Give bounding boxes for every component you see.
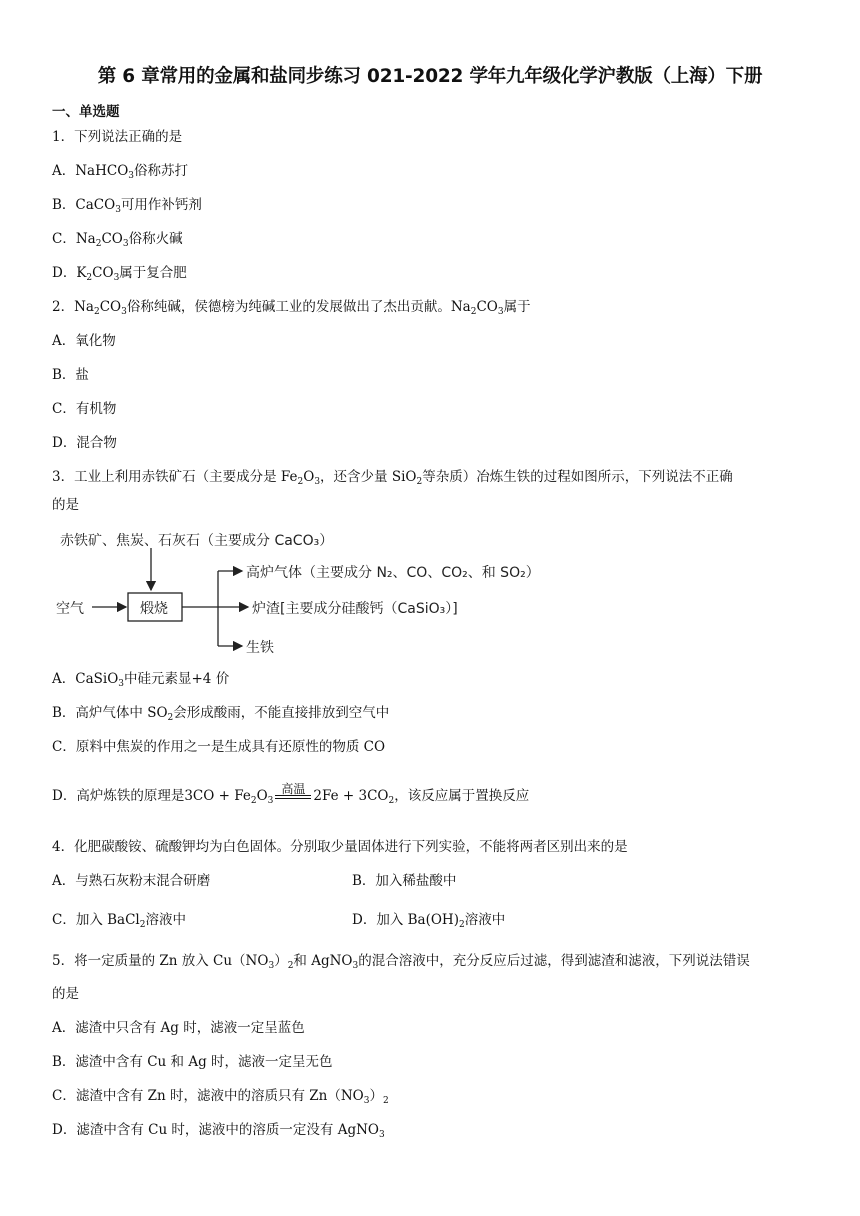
q1-option-b: B．CaCO$_3$可用作补钙剂 [52,197,202,215]
page-title: 第 6 章常用的金属和盐同步练习 021-2022 学年九年级化学沪教版（上海）下册 [97,66,763,87]
q2-option-a: A．氧化物 [52,333,116,349]
q5-stem-line1: 5．将一定质量的 Zn 放入 $Cu(NO_3)_2$和 AgNO$_3$的混合溶液中，充分反应后过滤，得到滤渣和滤液，下列说法错误 [52,953,750,971]
diagram-inputs-label: 赤铁矿、焦炭、石灰石（主要成分 CaCO₃） [60,533,334,549]
q1-option-a: A．NaHCO$_3$俗称苏打 [52,163,189,181]
q3-option-d: D．高炉炼铁的原理是$3CO + Fe_2O_3$ 高温 $2Fe + 3CO_2$，该反应属于置换反应 [52,781,530,806]
q2-option-d: D．混合物 [52,435,117,451]
diagram-gas-label: 高炉气体（主要成分 N₂、CO、CO₂、和 SO₂） [246,565,540,581]
diagram-iron-label: 生铁 [246,640,274,656]
q5-stem-line2: 的是 [52,986,79,1002]
q3-option-a: A．CaSiO$_3$中硅元素显+4 价 [52,671,230,689]
q2-option-b: B．盐 [52,367,89,383]
q3-option-b: B．高炉气体中 $SO_2$会形成酸雨，不能直接排放到空气中 [52,705,390,723]
reaction-condition: 高温 [275,795,311,799]
q4-option-a: A．与熟石灰粉末混合研磨 [52,873,211,889]
q1-option-c: C．$Na_2CO_3$俗称火碱 [52,231,183,249]
q5-option-c: C．滤渣中含有 Zn 时，滤液中的溶质只有 $Zn(NO_3)_2$ [52,1088,389,1106]
q3-stem-line2: 的是 [52,497,79,513]
q4-option-b: B．加入稀盐酸中 [352,873,457,889]
diagram-box-label: 煅烧 [140,601,168,617]
section-heading: 一、单选题 [52,104,120,120]
q1-option-d: D．$K_2CO_3$属于复合肥 [52,265,187,283]
process-flow-diagram [52,526,572,662]
equation-left: $3CO + Fe_2O_3$ [184,788,274,806]
diagram-slag-label: 炉渣[主要成分硅酸钙（CaSiO₃）] [252,601,458,617]
diagram-air-label: 空气 [56,601,84,617]
q3-stem-line1: 3．工业上利用赤铁矿石（主要成分是 $Fe_2O_3$，还含少量 SiO$_2$等杂质）冶炼生铁的过程如图所示，下列说法不正确 [52,469,733,487]
q4-option-d: D．加入 $Ba(OH)_2$溶液中 [352,912,506,930]
q5-option-d: D．滤渣中含有 Cu 时，滤液中的溶质一定没有 AgNO$_3$ [52,1122,385,1140]
q2-option-c: C．有机物 [52,401,117,417]
q4-option-c: C．加入 BaCl$_2$溶液中 [52,912,186,930]
equation-right: $2Fe + 3CO_2$ [313,788,395,806]
q4-stem: 4．化肥碳酸铵、硫酸钾均为白色固体。分别取少量固体进行下列实验，不能将两者区别出来的是 [52,839,628,855]
q5-option-a: A．滤渣中只含有 Ag 时，滤液一定呈蓝色 [52,1020,305,1036]
q3-option-c: C．原料中焦炭的作用之一是生成具有还原性的物质 CO [52,739,386,755]
q2-stem: 2．$Na_2CO_3$俗称纯碱，侯德榜为纯碱工业的发展做出了杰出贡献。$Na_2CO_3$属于 [52,299,531,317]
q1-stem: 1．下列说法正确的是 [52,129,183,145]
q5-option-b: B．滤渣中含有 Cu 和 Ag 时，滤液一定呈无色 [52,1054,333,1070]
